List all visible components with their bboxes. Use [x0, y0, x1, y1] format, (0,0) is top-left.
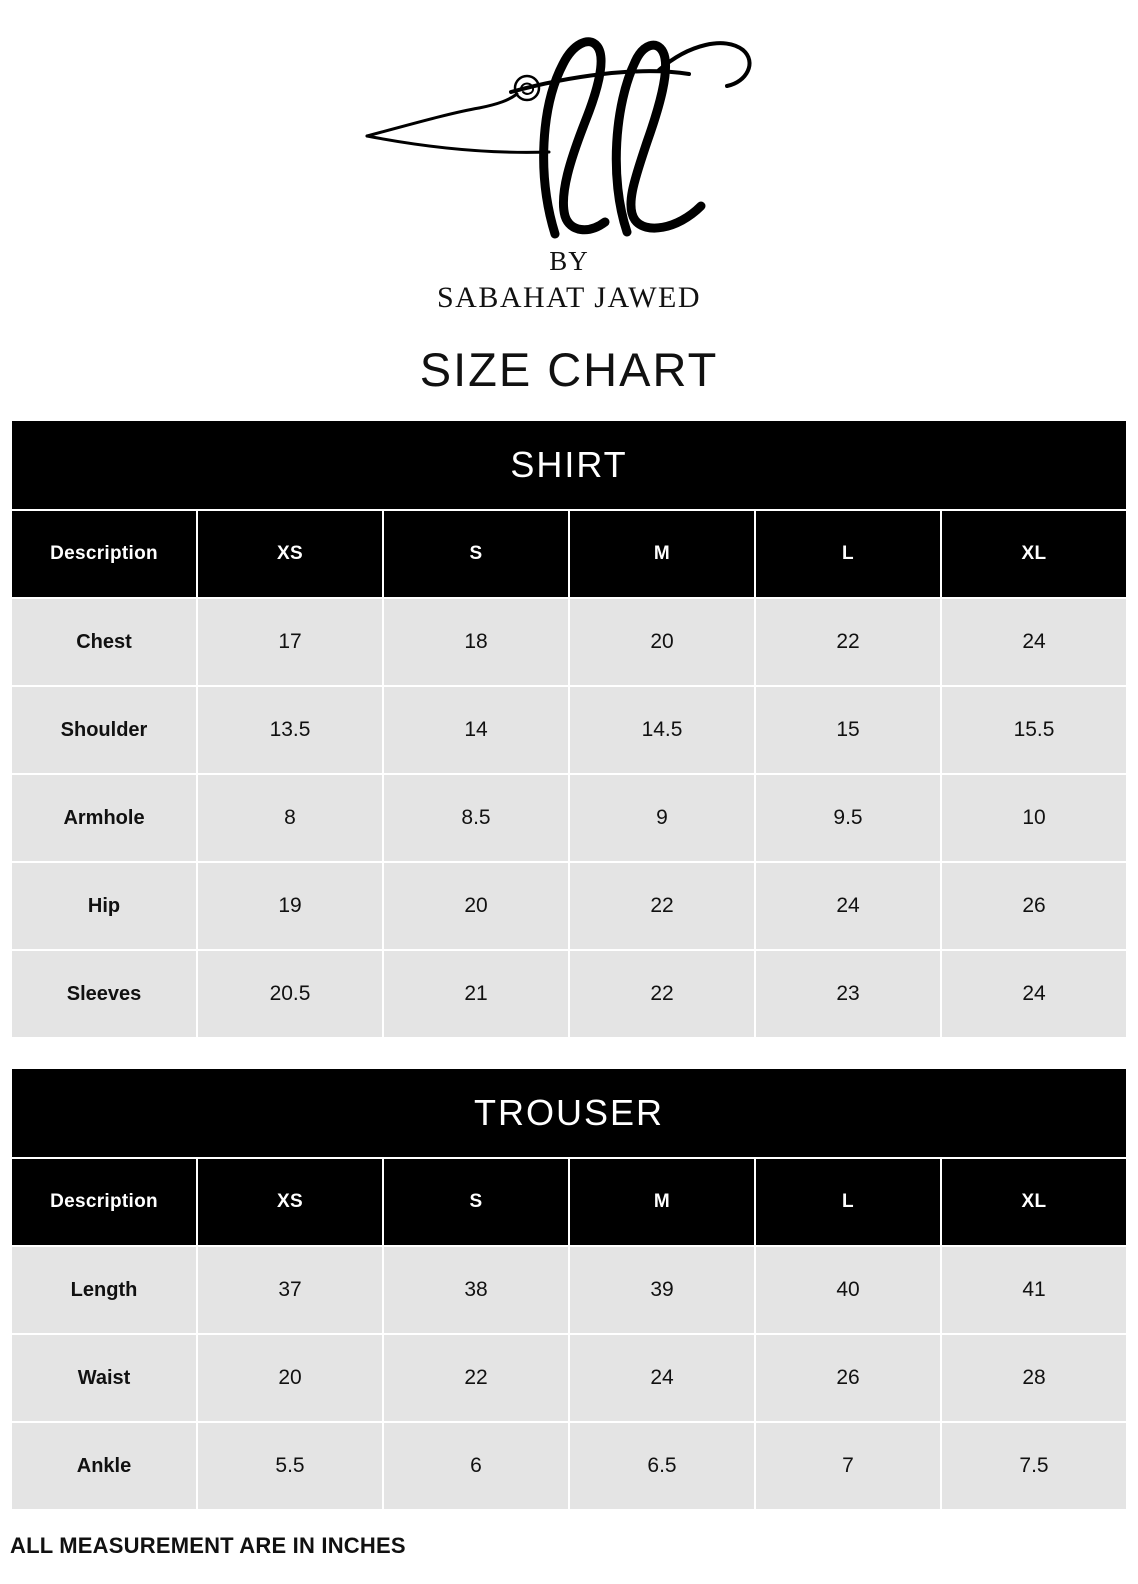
column-header-xs: XS [198, 511, 382, 597]
section-divider [0, 1039, 1138, 1067]
table-row [12, 775, 1126, 861]
column-header-xl: XL [942, 511, 1126, 597]
row-label: Chest [12, 599, 196, 685]
row-value: 24 [570, 1335, 754, 1421]
row-value: 24 [756, 863, 940, 949]
row-value: 20 [384, 863, 568, 949]
row-label: Waist [12, 1335, 196, 1421]
section-shirt [0, 419, 1138, 1039]
row-label: Shoulder [12, 687, 196, 773]
row-value: 17 [198, 599, 382, 685]
column-header-s: S [384, 511, 568, 597]
section-band-title: SHIRT [12, 421, 1126, 509]
lt-monogram-logo-icon [359, 26, 779, 241]
row-value: 6.5 [570, 1423, 754, 1509]
column-header-s: S [384, 1159, 568, 1245]
row-value: 8.5 [384, 775, 568, 861]
row-value: 20 [198, 1335, 382, 1421]
row-value: 15 [756, 687, 940, 773]
row-value: 22 [384, 1335, 568, 1421]
row-label: Length [12, 1247, 196, 1333]
table-row [12, 951, 1126, 1037]
section-trouser [0, 1067, 1138, 1511]
table-band-row [12, 1069, 1126, 1157]
brand-name: SABAHAT JAWED [436, 280, 702, 314]
table-row [12, 1423, 1126, 1509]
brand-header [0, 0, 1138, 316]
row-value: 26 [942, 863, 1126, 949]
row-value: 10 [942, 775, 1126, 861]
row-label: Armhole [12, 775, 196, 861]
row-value: 9.5 [756, 775, 940, 861]
trouser-size-table [10, 1067, 1128, 1511]
row-label: Sleeves [12, 951, 196, 1037]
row-value: 37 [198, 1247, 382, 1333]
row-value: 7.5 [942, 1423, 1126, 1509]
row-value: 19 [198, 863, 382, 949]
row-value: 24 [942, 951, 1126, 1037]
row-value: 15.5 [942, 687, 1126, 773]
row-value: 13.5 [198, 687, 382, 773]
column-header-m: M [570, 511, 754, 597]
row-value: 5.5 [198, 1423, 382, 1509]
row-value: 22 [570, 863, 754, 949]
column-header-l: L [756, 1159, 940, 1245]
row-value: 24 [942, 599, 1126, 685]
table-row [12, 1247, 1126, 1333]
row-value: 38 [384, 1247, 568, 1333]
shirt-size-table [10, 419, 1128, 1039]
column-header-description: Description [12, 511, 196, 597]
row-value: 28 [942, 1335, 1126, 1421]
section-band-title: TROUSER [12, 1069, 1126, 1157]
table-row [12, 599, 1126, 685]
column-header-xl: XL [942, 1159, 1126, 1245]
row-value: 21 [384, 951, 568, 1037]
row-value: 23 [756, 951, 940, 1037]
row-label: Hip [12, 863, 196, 949]
row-value: 22 [756, 599, 940, 685]
row-value: 40 [756, 1247, 940, 1333]
table-row [12, 687, 1126, 773]
row-value: 14.5 [570, 687, 754, 773]
table-row [12, 863, 1126, 949]
row-value: 14 [384, 687, 568, 773]
column-header-xs: XS [198, 1159, 382, 1245]
row-value: 22 [570, 951, 754, 1037]
page-title: SIZE CHART [419, 343, 719, 397]
table-row [12, 1335, 1126, 1421]
row-value: 6 [384, 1423, 568, 1509]
column-header-m: M [570, 1159, 754, 1245]
row-value: 9 [570, 775, 754, 861]
measurement-footnote: ALL MEASUREMENT ARE IN INCHES [10, 1533, 406, 1559]
row-value: 39 [570, 1247, 754, 1333]
column-header-description: Description [12, 1159, 196, 1245]
row-value: 7 [756, 1423, 940, 1509]
row-value: 20.5 [198, 951, 382, 1037]
row-value: 18 [384, 599, 568, 685]
row-value: 41 [942, 1247, 1126, 1333]
row-value: 20 [570, 599, 754, 685]
row-value: 8 [198, 775, 382, 861]
brand-by-label: BY [549, 246, 589, 276]
table-header-row [12, 1159, 1126, 1245]
row-label: Ankle [12, 1423, 196, 1509]
table-band-row [12, 421, 1126, 509]
column-header-l: L [756, 511, 940, 597]
row-value: 26 [756, 1335, 940, 1421]
table-header-row [12, 511, 1126, 597]
